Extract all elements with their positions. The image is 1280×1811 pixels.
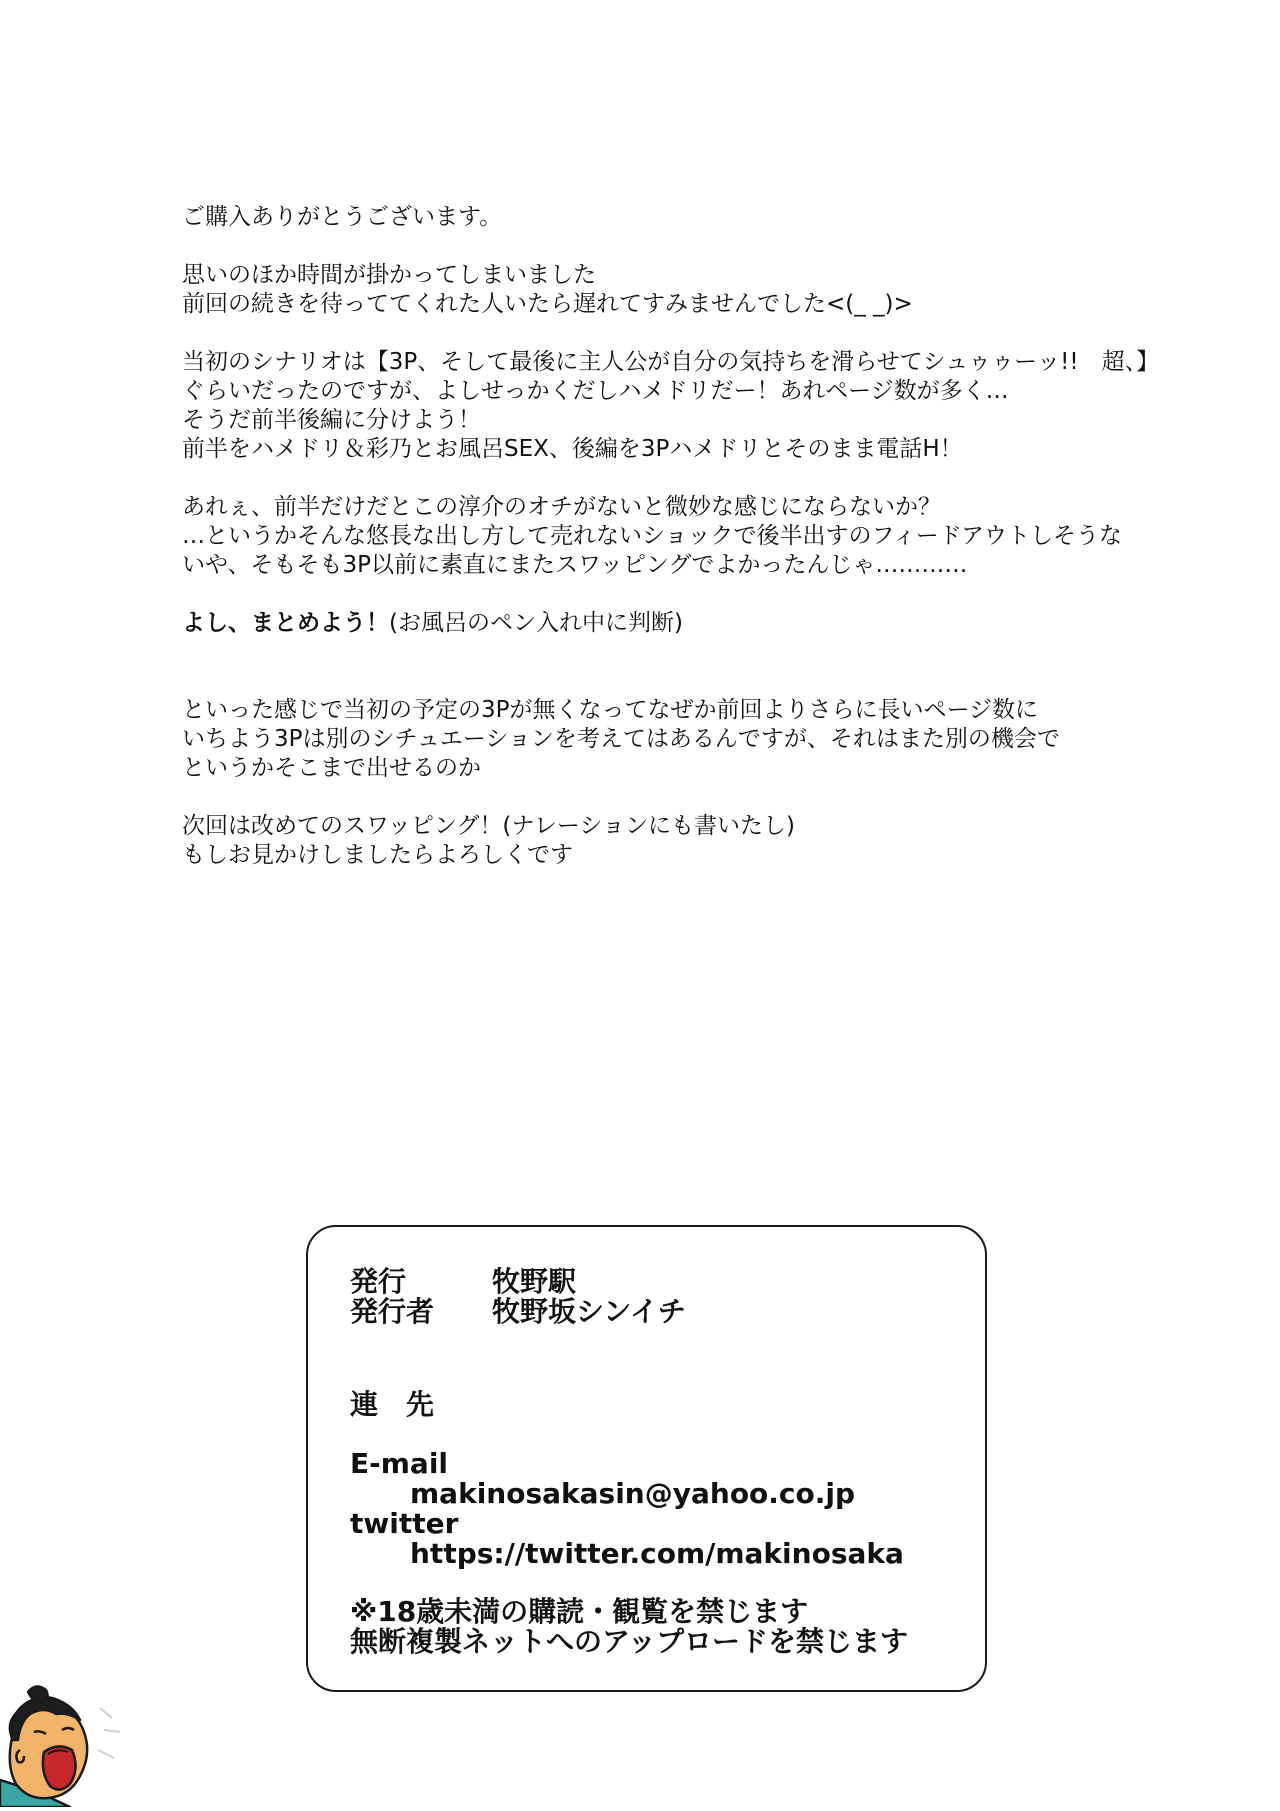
publisher-row [350,1267,576,1297]
text-line: いや、そもそも3P以前に素直にまたスワッピングでよかったんじゃ………… [182,552,968,578]
text-line: 前回の続きを待っててくれた人いたら遅れてすみませんでした<(_ _)> [182,291,913,317]
issuer-row [350,1297,686,1327]
text-line: 思いのほか時間が掛かってしまいました [182,262,596,288]
text-line: いちよう3Pは別のシチュエーションを考えてはあるんですが、それはまた別の機会で [182,726,1060,752]
result-paragraph [182,696,1222,783]
delay-apology-paragraph [182,261,1222,319]
text-line: といった感じで当初の予定の3Pが無くなってなぜか前回よりさらに長いページ数に [182,697,1039,723]
text-line: というかそこまで出せるのか [182,755,481,781]
text-line: あれぇ、前半だけだとこの淳介のオチがないと微妙な感じにならないか？ [182,494,941,520]
afterword-text [182,203,1222,899]
text-line: ぐらいだったのですが、よしせっかくだしハメドリだー！あれページ数が多く… [182,378,1009,404]
decision-line [182,609,1222,638]
next-time-paragraph [182,812,1222,870]
text-line: 次回は改めてのスワッピング！(ナレーションにも書いたし) [182,813,795,839]
email-label: E-mail [350,1447,449,1480]
text-line: …というかそんな悠長な出し方して売れないショックで後半出すのフィードアウトしそうな [182,523,1123,549]
text-line: 当初のシナリオは【3P、そして最後に主人公が自分の気持ちを滑らせてシュゥゥーッ!! 超、】 [182,349,1160,375]
greeting-paragraph [182,203,1222,232]
text-line: もしお見かけしましたらよろしくです [182,842,573,868]
issuer-value: 牧野坂シンイチ [492,1295,686,1328]
issuer-label: 発行者 [350,1295,435,1328]
decision-bold-text: よし、まとめよう！ [182,610,389,636]
text-line: 前半をハメドリ＆彩乃とお風呂SEX、後編を3Pハメドリとそのまま電話H！ [182,436,963,462]
scenario-paragraph [182,348,1222,464]
decision-paragraph [182,609,1222,638]
text-line: そうだ前半後編に分けよう！ [182,407,481,433]
twitter-label: twitter [350,1507,459,1540]
twitter-url: https://twitter.com/makinosaka [410,1537,904,1570]
publisher-label: 発行 [350,1265,407,1298]
shouting-man-icon [0,1680,135,1807]
greeting-line: ご購入ありがとうございます。 [182,204,503,230]
publisher-value: 牧野駅 [492,1265,577,1298]
decision-aside-text: (お風呂のペン入れ中に判断) [389,610,683,636]
colophon-box [306,1225,987,1692]
age-restriction-notice: ※18歳未満の購読・観覧を禁じます [350,1595,809,1628]
email-value: makinosakasin@yahoo.co.jp [410,1477,856,1510]
reproduction-notice: 無断複製ネットへのアップロードを禁じます [350,1625,909,1658]
contact-label: 連 先 [350,1388,435,1421]
doubt-paragraph [182,493,1222,580]
